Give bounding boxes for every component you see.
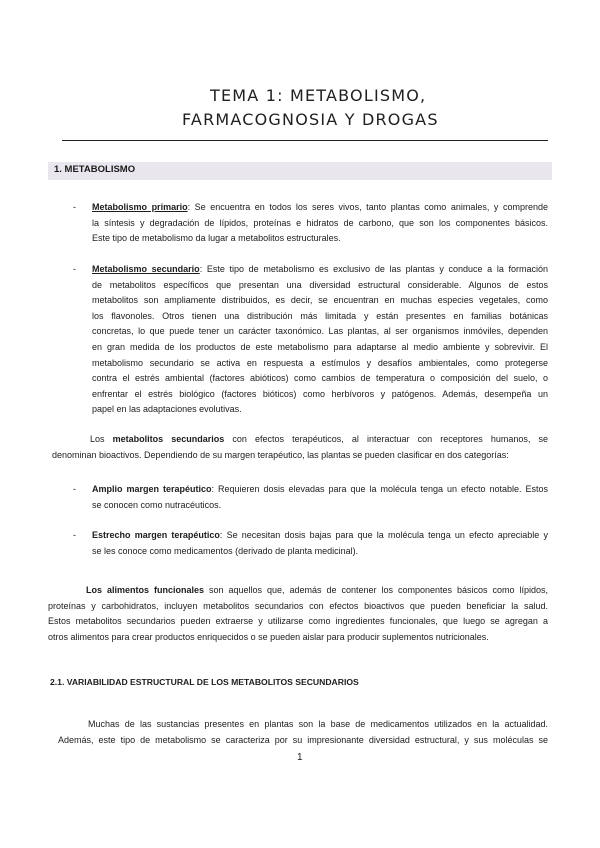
bullet-text: : Requieren dosis elevadas para que la molécula tenga un efecto notable. Estos	[211, 484, 548, 494]
paragraph-text: Estos metabolitos secundarios pueden extraerse y utilizarse como ingredientes funcionales, que luego se agregan a	[48, 616, 548, 627]
bullet-text: se les conoce como medicamentos (derivado de planta medicinal).	[92, 545, 359, 556]
term-wide-margin: Amplio margen terapéutico	[92, 484, 212, 494]
bullet-text: contra el estrés ambiental (factores abióticos) como cambios de temperatura o composición del suelo, o	[92, 373, 548, 384]
bullet-dash: -	[73, 530, 76, 540]
bullet-dash: -	[73, 484, 76, 494]
page-title-line-1: TEMA 1: METABOLISMO,	[210, 86, 427, 105]
bullet-text: se conocen como nutracéuticos.	[92, 499, 222, 510]
bullet-text: : Se necesitan dosis bajas para que la molécula tenga un efecto apreciable y	[219, 530, 548, 540]
term-alimentos-funcionales: Los alimentos funcionales	[86, 585, 204, 595]
paragraph-text: proteínas y carbohidratos, incluyen metabolitos secundarios con efectos bioactivos que pueden beneficiar la salud.	[48, 600, 548, 611]
page-title-line-2: FARMACOGNOSIA Y DROGAS	[182, 110, 439, 129]
term-narrow-margin: Estrecho margen terapéutico	[92, 530, 220, 540]
term-primary: Metabolismo primario	[92, 202, 188, 212]
bullet-text: metabolismo secundario se activa en respuesta a estímulos y desafíos ambientales, como protegerse	[92, 357, 548, 368]
bullet-text: de metabolitos específicos que presentan una diversidad estructural considerable. Algunos de estos	[92, 279, 548, 290]
paragraph-text: Además, este tipo de metabolismo se caracteriza por su impresionante diversidad estructural, y sus moléculas se	[58, 734, 548, 745]
paragraph-text: con efectos terapéuticos, al interactuar con receptores humanos, se	[224, 434, 549, 444]
paragraph-text: Muchas de las sustancias presentes en plantas son la base de medicamentos utilizados en la actualidad.	[88, 719, 548, 729]
paragraph-variability	[58, 717, 548, 748]
paragraph-bioactive	[52, 432, 548, 463]
paragraph-text: otros alimentos para crear productos enriquecidos o se pueden aislar para producir suplementos nutricionales.	[48, 631, 489, 642]
paragraph-text: denominan bioactivos. Dependiendo de su margen terapéutico, las plantas se pueden clasificar en dos categorías:	[52, 449, 509, 460]
bullet-text: enfrentar el estrés biológico (factores bióticos) como herbívoros y patógenos. Además, desempeña un	[92, 388, 548, 399]
paragraph-text: son aquellos que, además de contener los componentes básicos como lípidos,	[204, 585, 548, 595]
bullet-text: los flavonoles. Otros tienen una distribución más limitada y están presentes en familias botánicas	[92, 310, 548, 321]
bullet-text: Este tipo de metabolismo da lugar a metabolitos estructurales.	[92, 233, 341, 244]
bullet-dash: -	[73, 202, 76, 212]
term-secondary: Metabolismo secundario	[92, 264, 200, 274]
subsection-heading-variabilidad: 2.1. VARIABILIDAD ESTRUCTURAL DE LOS METABOLITOS SECUNDARIOS	[50, 677, 359, 687]
bullet-narrow-margin	[92, 528, 548, 559]
bullet-text: : Este tipo de metabolismo es exclusivo de las plantas y conduce a la formación	[199, 264, 548, 274]
bullet-wide-margin	[92, 482, 548, 513]
section-heading-bar	[48, 162, 552, 180]
section-heading-metabolismo: 1. METABOLISMO	[54, 164, 136, 175]
paragraph-functional-foods	[48, 583, 548, 645]
bullet-text: papel en las adaptaciones evolutivas.	[92, 404, 242, 415]
page-number: 1	[297, 752, 303, 763]
bullet-text: : Se encuentra en todos los seres vivos, tanto plantas como animales, y comprende	[187, 202, 548, 212]
paragraph-text: Los	[90, 434, 113, 444]
title-divider	[62, 140, 548, 141]
bullet-dash: -	[73, 264, 76, 274]
bullet-text: concretas, lo que puede tener un carácter taxonómico. Las plantas, al ser organismos inmóviles, dependen	[92, 326, 548, 337]
bullet-text: metabolitos son ampliamente distribuidos, es decir, se encuentran en muchas especies vegetales, como	[92, 295, 548, 306]
bullet-text: la síntesis y degradación de lípidos, proteínas e hidratos de carbono, que son los componentes básicos.	[92, 217, 548, 228]
bullet-text: en gran medida de los productos de este metabolismo para adaptarse al medio ambiente y sobrevivir. El	[92, 341, 548, 352]
bullet-secondary-metabolism	[92, 262, 548, 418]
bullet-primary-metabolism	[92, 200, 548, 247]
term-metabolitos-secundarios: metabolitos secundarios	[112, 434, 225, 444]
